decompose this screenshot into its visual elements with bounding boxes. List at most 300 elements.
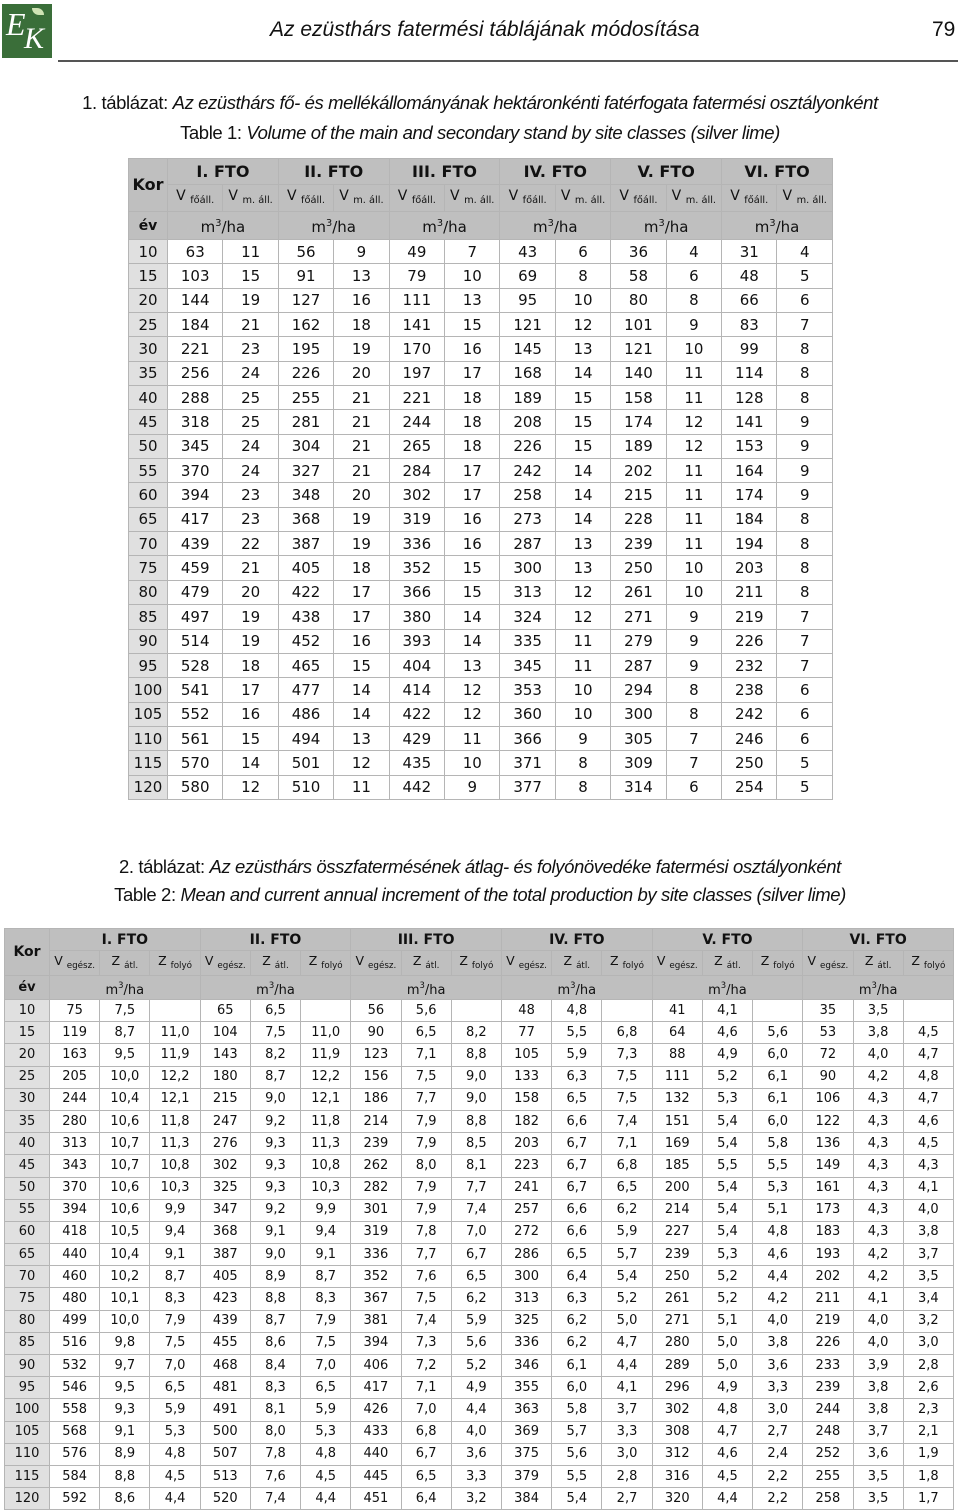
table1-row (129, 678, 833, 702)
table2-value-cell: 5,3 (702, 1088, 752, 1110)
table2-value-cell (451, 1000, 501, 1022)
table2-value-cell: 9,1 (301, 1244, 351, 1266)
table2-column-label: V $_{egész.}$ (652, 951, 702, 976)
table2-column-label: Z $_{folyó}$ (602, 951, 652, 976)
table1-value-cell: 95 (500, 288, 555, 312)
table2-value-cell: 6,0 (753, 1044, 803, 1066)
table1-value-cell: 17 (334, 580, 389, 604)
table2-class-header: V. FTO (652, 929, 803, 951)
table1-value-cell: 25 (223, 410, 278, 434)
table1-value-cell: 352 (389, 556, 444, 580)
table1-value-cell: 345 (168, 434, 223, 458)
table2-value-cell: 406 (351, 1355, 401, 1377)
table2-value-cell: 9,0 (451, 1066, 501, 1088)
table1-value-cell: 479 (168, 580, 223, 604)
table2-value-cell: 346 (501, 1355, 551, 1377)
table2-value-cell: 4,3 (853, 1199, 903, 1221)
table2-value-cell: 6,7 (552, 1155, 602, 1177)
table1-value-cell: 11 (666, 532, 721, 556)
unit-exponent: 3 (436, 218, 444, 229)
table1-value-cell: 287 (611, 653, 666, 677)
table2-value-cell: 9,0 (250, 1088, 300, 1110)
table2 (4, 928, 954, 1510)
table2-value-cell: 8,1 (451, 1155, 501, 1177)
table1-caption-en (0, 122, 960, 144)
table2-value-cell: 5,3 (702, 1244, 752, 1266)
table1-caption-hu-prefix: 1. táblázat: (82, 92, 173, 113)
table2-value-cell: 205 (50, 1066, 100, 1088)
table2-value-cell: 3,0 (602, 1443, 652, 1465)
table2-row (5, 1310, 954, 1332)
table2-value-cell (903, 1000, 953, 1022)
table2-value-cell: 9,1 (150, 1244, 200, 1266)
table2-value-cell: 308 (652, 1421, 702, 1443)
table1-value-cell: 15 (555, 386, 610, 410)
table2-value-cell: 352 (351, 1266, 401, 1288)
table1-value-cell: 10 (666, 337, 721, 361)
table1-value-cell: 309 (611, 751, 666, 775)
table1-age-cell: 60 (129, 483, 168, 507)
table1-value-cell: 15 (334, 653, 389, 677)
table1-value-cell: 438 (278, 605, 333, 629)
table2-value-cell: 8,3 (301, 1288, 351, 1310)
table1-age-cell: 30 (129, 337, 168, 361)
table2-value-cell: 10,0 (100, 1310, 150, 1332)
table1-value-cell: 387 (278, 532, 333, 556)
table2-value-cell: 35 (803, 1000, 853, 1022)
table2-value-cell: 3,5 (853, 1465, 903, 1487)
table1-value-cell: 288 (168, 386, 223, 410)
table2-value-cell: 7,5 (100, 1000, 150, 1022)
table1-value-cell: 294 (611, 678, 666, 702)
table1-class-header: I. FTO (168, 159, 279, 185)
table2-value-cell: 6,4 (401, 1488, 451, 1510)
table1-value-cell: 12 (445, 678, 500, 702)
table2-value-cell: 214 (652, 1199, 702, 1221)
table1-class-header: II. FTO (278, 159, 389, 185)
table2-value-cell: 426 (351, 1399, 401, 1421)
table1-row (129, 702, 833, 726)
table2-value-cell: 302 (200, 1155, 250, 1177)
table1-value-cell: 477 (278, 678, 333, 702)
table2-value-cell: 5,9 (451, 1310, 501, 1332)
table1-value-cell: 25 (223, 386, 278, 410)
table2-value-cell: 56 (351, 1000, 401, 1022)
table2-value-cell: 90 (351, 1022, 401, 1044)
table2-value-cell: 271 (652, 1310, 702, 1332)
table2-value-cell: 252 (803, 1443, 853, 1465)
table1-value-cell: 393 (389, 629, 444, 653)
table1-value-cell: 21 (334, 459, 389, 483)
table1-value-cell: 336 (389, 532, 444, 556)
table1-value-cell: 7 (666, 726, 721, 750)
table1-class-header: IV. FTO (500, 159, 611, 185)
table2-value-cell: 8,0 (401, 1155, 451, 1177)
table1-value-cell: 14 (555, 361, 610, 385)
table2-value-cell: 6,7 (451, 1244, 501, 1266)
table1-value-cell: 14 (555, 483, 610, 507)
table2-value-cell: 6,5 (301, 1377, 351, 1399)
table2-value-cell: 7,5 (602, 1066, 652, 1088)
table1-value-cell: 13 (334, 264, 389, 288)
table2-value-cell: 4,8 (150, 1443, 200, 1465)
table2-value-cell: 4,3 (853, 1110, 903, 1132)
table1-row (129, 459, 833, 483)
table2-value-cell: 261 (652, 1288, 702, 1310)
table1-value-cell: 353 (500, 678, 555, 702)
table2-value-cell: 90 (803, 1066, 853, 1088)
table1-column-label: V $_{m. áll.}$ (334, 185, 389, 212)
table2-value-cell: 4,0 (853, 1310, 903, 1332)
table2-value-cell: 193 (803, 1244, 853, 1266)
table2-value-cell: 7,6 (401, 1266, 451, 1288)
table1-value-cell: 12 (555, 313, 610, 337)
table2-value-cell: 186 (351, 1088, 401, 1110)
table2-value-cell: 520 (200, 1488, 250, 1510)
table2-value-cell: 9,9 (301, 1199, 351, 1221)
table2-value-cell: 5,2 (702, 1288, 752, 1310)
table1-value-cell: 11 (334, 775, 389, 799)
table2-value-cell: 183 (803, 1221, 853, 1243)
table2-value-cell: 227 (652, 1221, 702, 1243)
table1-value-cell: 9 (666, 605, 721, 629)
table2-column-label: Z $_{átl.}$ (250, 951, 300, 976)
table2-value-cell: 584 (50, 1465, 100, 1487)
table2-value-cell: 5,5 (702, 1155, 752, 1177)
table2-value-cell: 4,4 (753, 1266, 803, 1288)
table2-value-cell: 280 (652, 1332, 702, 1354)
table2-value-cell: 301 (351, 1199, 401, 1221)
table1-value-cell: 11 (555, 629, 610, 653)
table2-age-cell: 25 (5, 1066, 50, 1088)
table2-value-cell: 2,4 (753, 1443, 803, 1465)
table2-caption-en-prefix: Table 2: (114, 884, 181, 905)
table2-value-cell: 5,2 (702, 1066, 752, 1088)
table2-value-cell: 568 (50, 1421, 100, 1443)
table1-value-cell: 127 (278, 288, 333, 312)
table1-value-cell: 13 (555, 556, 610, 580)
header-rule (58, 60, 958, 62)
table2-value-cell: 200 (652, 1177, 702, 1199)
table1-value-cell: 256 (168, 361, 223, 385)
table2-value-cell: 12,1 (150, 1088, 200, 1110)
table1-value-cell: 238 (722, 678, 777, 702)
table1-value-cell: 5 (777, 775, 833, 799)
table2-value-cell: 64 (652, 1022, 702, 1044)
table2-value-cell: 2,8 (602, 1465, 652, 1487)
table2-column-label: Z $_{folyó}$ (301, 951, 351, 976)
table1-value-cell: 14 (445, 605, 500, 629)
table1-value-cell: 10 (445, 751, 500, 775)
table2-value-cell: 440 (50, 1244, 100, 1266)
table2-value-cell: 4,0 (853, 1044, 903, 1066)
table2-value-cell: 369 (501, 1421, 551, 1443)
table2-value-cell: 9,2 (250, 1199, 300, 1221)
table1-value-cell: 24 (223, 361, 278, 385)
table1-value-cell: 314 (611, 775, 666, 799)
table2-value-cell: 6,1 (753, 1066, 803, 1088)
table2-value-cell: 500 (200, 1421, 250, 1443)
table1-value-cell: 184 (722, 507, 777, 531)
table1-value-cell: 417 (168, 507, 223, 531)
table1-value-cell: 370 (168, 459, 223, 483)
table1-value-cell: 14 (555, 459, 610, 483)
table1-value-cell: 202 (611, 459, 666, 483)
table2-column-label: V $_{egész.}$ (501, 951, 551, 976)
table2-column-label: Z $_{folyó}$ (753, 951, 803, 976)
table2-column-label: Z $_{folyó}$ (903, 951, 953, 976)
table2-value-cell: 5,9 (301, 1399, 351, 1421)
table2-value-cell: 9,3 (250, 1155, 300, 1177)
table1-row (129, 337, 833, 361)
table2-value-cell: 7,9 (301, 1310, 351, 1332)
table1-row (129, 580, 833, 604)
table1-value-cell: 145 (500, 337, 555, 361)
table2-row (5, 1110, 954, 1132)
table1-age-cell: 10 (129, 240, 168, 264)
table2-value-cell: 6,1 (552, 1355, 602, 1377)
table2-value-cell: 8,8 (100, 1465, 150, 1487)
table2-value-cell: 3,8 (903, 1221, 953, 1243)
table2-value-cell: 9,3 (100, 1399, 150, 1421)
table1-value-cell: 17 (445, 459, 500, 483)
table1-value-cell: 8 (777, 532, 833, 556)
table1-value-cell: 49 (389, 240, 444, 264)
table1-value-cell: 14 (334, 702, 389, 726)
table2-value-cell: 7,5 (401, 1066, 451, 1088)
table2-value-cell: 2,8 (903, 1355, 953, 1377)
table1-value-cell: 8 (777, 386, 833, 410)
table2-unit-label: $m^3/ha$ (200, 976, 351, 1000)
table2-value-cell: 379 (501, 1465, 551, 1487)
table1-age-cell: 110 (129, 726, 168, 750)
table1-value-cell: 8 (555, 775, 610, 799)
table1-value-cell: 12 (223, 775, 278, 799)
table2-value-cell: 12,2 (301, 1066, 351, 1088)
table2-value-cell: 7,7 (401, 1244, 451, 1266)
table2-value-cell: 9,2 (250, 1110, 300, 1132)
table2-value-cell: 7,4 (602, 1110, 652, 1132)
table1-age-cell: 20 (129, 288, 168, 312)
table2-age-cell: 45 (5, 1155, 50, 1177)
table1-value-cell: 242 (722, 702, 777, 726)
table1-value-cell: 12 (445, 702, 500, 726)
table2-value-cell: 12,1 (301, 1088, 351, 1110)
table2-value-cell: 8,3 (250, 1377, 300, 1399)
table2-value-cell: 7,0 (150, 1355, 200, 1377)
table2-value-cell: 11,3 (150, 1133, 200, 1155)
table1-value-cell: 261 (611, 580, 666, 604)
table1 (128, 158, 833, 800)
table2-value-cell: 4,4 (602, 1355, 652, 1377)
table1-value-cell: 7 (445, 240, 500, 264)
table2-value-cell: 2,2 (753, 1465, 803, 1487)
table2-value-cell: 423 (200, 1288, 250, 1310)
table2-value-cell: 215 (200, 1088, 250, 1110)
table1-value-cell: 21 (223, 313, 278, 337)
table2-value-cell: 8,3 (150, 1288, 200, 1310)
table1-caption-en-text: Volume of the main and secondary stand by site classes (silver lime) (246, 122, 780, 143)
table2-value-cell: 11,0 (150, 1022, 200, 1044)
table2-age-cell: 115 (5, 1465, 50, 1487)
unit-exponent: 3 (326, 218, 333, 229)
table2-value-cell: 258 (803, 1488, 853, 1510)
table2-value-cell: 2,3 (903, 1399, 953, 1421)
table2-unit-label: $m^3/ha$ (501, 976, 652, 1000)
table1-value-cell: 9 (777, 434, 833, 458)
table1-value-cell: 114 (722, 361, 777, 385)
table2-row (5, 1044, 954, 1066)
table1-value-cell: 8 (777, 361, 833, 385)
table2-value-cell: 6,5 (552, 1088, 602, 1110)
table2-value-cell: 9,3 (250, 1177, 300, 1199)
table2-value-cell: 3,7 (853, 1421, 903, 1443)
table2-row (5, 1177, 954, 1199)
table2-value-cell: 41 (652, 1000, 702, 1022)
table1-value-cell: 4 (777, 240, 833, 264)
journal-logo (2, 4, 52, 58)
table1-value-cell: 174 (722, 483, 777, 507)
table2-value-cell: 10,7 (100, 1133, 150, 1155)
table2-value-cell: 136 (803, 1133, 853, 1155)
table2-value-cell: 5,2 (702, 1266, 752, 1288)
table2-value-cell: 7,1 (401, 1377, 451, 1399)
table2-value-cell: 592 (50, 1488, 100, 1510)
table2-value-cell: 8,7 (301, 1266, 351, 1288)
table2-value-cell: 11,0 (301, 1022, 351, 1044)
table2-value-cell: 312 (652, 1443, 702, 1465)
table1-value-cell: 170 (389, 337, 444, 361)
table1-row (129, 410, 833, 434)
table1-value-cell: 174 (611, 410, 666, 434)
table2-value-cell: 367 (351, 1288, 401, 1310)
table1-value-cell: 6 (555, 240, 610, 264)
table1-value-cell: 20 (223, 580, 278, 604)
table2-value-cell: 9,1 (100, 1421, 150, 1443)
table2-value-cell: 1,9 (903, 1443, 953, 1465)
table1-value-cell: 9 (555, 726, 610, 750)
table2-value-cell: 4,4 (301, 1488, 351, 1510)
table1-unit-label: $m^3/ha$ (500, 212, 611, 240)
table2-value-cell: 10,8 (301, 1155, 351, 1177)
table2-value-cell: 286 (501, 1244, 551, 1266)
table2-value-cell: 6,2 (552, 1310, 602, 1332)
table2-value-cell: 1,7 (903, 1488, 953, 1510)
table2-value-cell: 336 (501, 1332, 551, 1354)
table2-value-cell: 4,5 (903, 1022, 953, 1044)
table2-value-cell: 6,7 (401, 1443, 451, 1465)
table1-row (129, 288, 833, 312)
table1-age-cell: 45 (129, 410, 168, 434)
table1-value-cell: 36 (611, 240, 666, 264)
table1-value-cell: 422 (389, 702, 444, 726)
table1-value-cell: 452 (278, 629, 333, 653)
table2-value-cell: 10,6 (100, 1199, 150, 1221)
table1-value-cell: 8 (777, 556, 833, 580)
table1-value-cell: 103 (168, 264, 223, 288)
table2-value-cell: 418 (50, 1221, 100, 1243)
table2-value-cell: 4,9 (702, 1377, 752, 1399)
table2-value-cell: 491 (200, 1399, 250, 1421)
table2-value-cell: 276 (200, 1133, 250, 1155)
table2-value-cell: 387 (200, 1244, 250, 1266)
table2-value-cell: 300 (501, 1266, 551, 1288)
table1-value-cell: 300 (611, 702, 666, 726)
table2-value-cell: 3,3 (753, 1377, 803, 1399)
table2-value-cell: 440 (351, 1443, 401, 1465)
table1-value-cell: 255 (278, 386, 333, 410)
table1-value-cell: 153 (722, 434, 777, 458)
table1-value-cell: 380 (389, 605, 444, 629)
table2-value-cell: 4,6 (903, 1110, 953, 1132)
table2-value-cell: 5,0 (602, 1310, 652, 1332)
table2-value-cell: 11,8 (150, 1110, 200, 1132)
table1-value-cell: 158 (611, 386, 666, 410)
table1-value-cell: 14 (334, 678, 389, 702)
table2-column-label: Z $_{folyó}$ (451, 951, 501, 976)
table2-value-cell: 7,3 (401, 1332, 451, 1354)
table2-value-cell: 11,9 (301, 1044, 351, 1066)
table2-value-cell: 355 (501, 1377, 551, 1399)
table2-value-cell: 5,6 (451, 1332, 501, 1354)
table2-value-cell: 6,3 (552, 1288, 602, 1310)
table1-value-cell: 219 (722, 605, 777, 629)
table1-value-cell: 19 (223, 288, 278, 312)
table2-column-label: V $_{egész.}$ (50, 951, 100, 976)
table2-value-cell: 6,5 (401, 1022, 451, 1044)
table1-value-cell: 63 (168, 240, 223, 264)
table1-value-cell: 8 (666, 702, 721, 726)
table2-age-cell: 70 (5, 1266, 50, 1288)
table1-value-cell: 6 (666, 775, 721, 799)
table1-value-cell: 16 (445, 337, 500, 361)
table2-value-cell: 6,8 (602, 1155, 652, 1177)
table2-value-cell: 7,2 (401, 1355, 451, 1377)
table1-value-cell: 327 (278, 459, 333, 483)
table2-column-label: Z $_{folyó}$ (150, 951, 200, 976)
table2-value-cell: 8,8 (451, 1110, 501, 1132)
table1-value-cell: 19 (334, 532, 389, 556)
table2-unit-label: $m^3/ha$ (351, 976, 502, 1000)
table2-age-cell: 20 (5, 1044, 50, 1066)
table2-value-cell: 10,6 (100, 1177, 150, 1199)
table1-age-cell: 70 (129, 532, 168, 556)
table1-column-label: V $_{m. áll.}$ (666, 185, 721, 212)
table1-value-cell: 394 (168, 483, 223, 507)
table1-value-cell: 11 (666, 459, 721, 483)
unit-exponent: 3 (769, 218, 776, 229)
table1-value-cell: 111 (389, 288, 444, 312)
table1-row (129, 726, 833, 750)
table2-column-label: V $_{egész.}$ (351, 951, 401, 976)
table2-value-cell: 7,0 (451, 1221, 501, 1243)
table1-column-label: V $_{m. áll.}$ (777, 185, 833, 212)
table1-value-cell: 19 (223, 605, 278, 629)
table1-value-cell: 17 (445, 483, 500, 507)
table2-value-cell: 7,5 (401, 1288, 451, 1310)
table2-row (5, 1066, 954, 1088)
table2-row (5, 1332, 954, 1354)
table1-value-cell: 305 (611, 726, 666, 750)
table1-value-cell: 439 (168, 532, 223, 556)
table2-value-cell: 111 (652, 1066, 702, 1088)
table2-value-cell: 7,9 (150, 1310, 200, 1332)
table2-value-cell: 347 (200, 1199, 250, 1221)
table1-value-cell: 404 (389, 653, 444, 677)
table2-value-cell: 394 (50, 1199, 100, 1221)
table1-value-cell: 8 (666, 678, 721, 702)
table1-age-cell: 90 (129, 629, 168, 653)
